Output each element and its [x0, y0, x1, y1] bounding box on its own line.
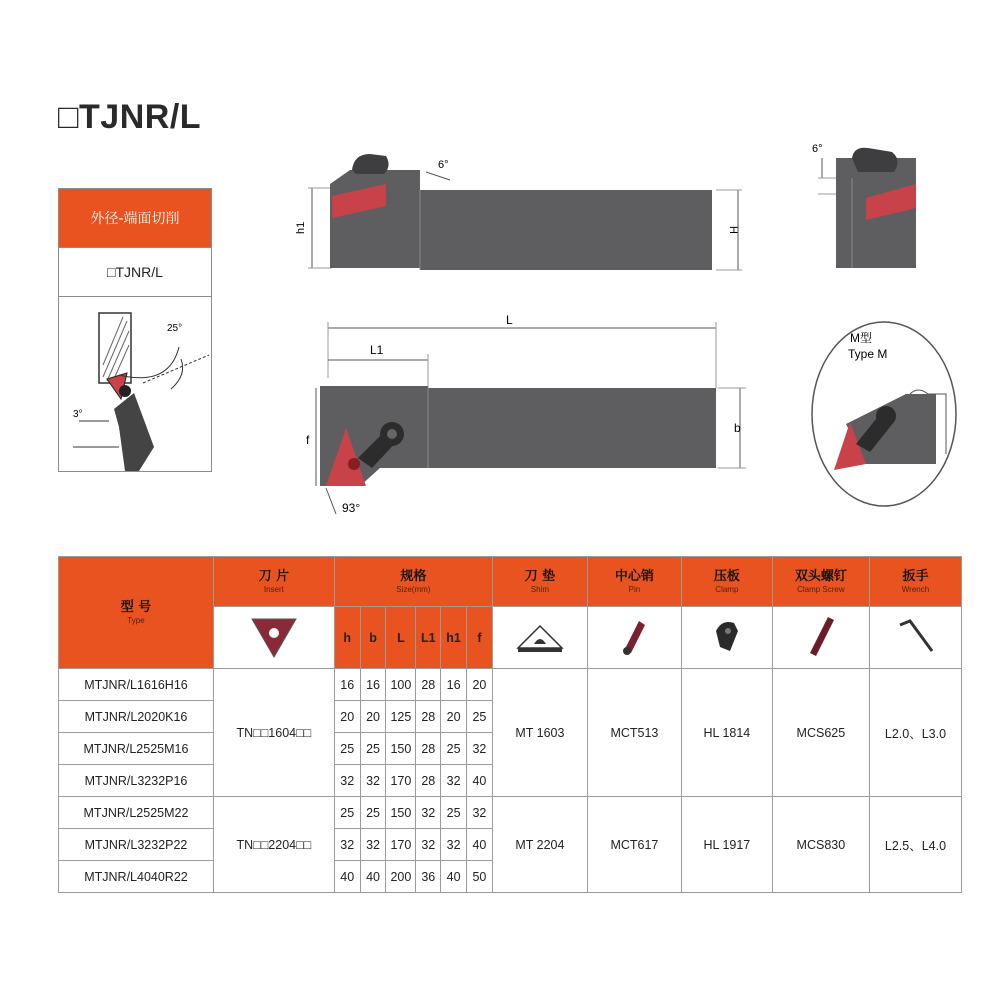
clamp-screw-image-cell: [772, 607, 869, 669]
rake-angle-label: 6°: [438, 159, 449, 171]
size-cell: 150: [386, 733, 416, 765]
size-cell: 28: [416, 733, 441, 765]
type-cell: MTJNR/L3232P22: [59, 829, 214, 861]
insert-icon: [244, 611, 304, 661]
size-cell: 25: [466, 701, 492, 733]
shim-cell: MT 1603: [492, 669, 587, 797]
size-cell: 40: [466, 765, 492, 797]
shim-cell: MT 2204: [492, 797, 587, 893]
wrench-cell: L2.5、L4.0: [869, 797, 961, 893]
clamp-cell: HL 1917: [681, 797, 772, 893]
clamp-screw-icon: [796, 611, 846, 661]
size-cell: 20: [360, 701, 386, 733]
size-cell: 16: [360, 669, 386, 701]
size-col-L: L: [386, 607, 416, 669]
header-pin-en: Pin: [628, 584, 641, 594]
size-cell: 150: [386, 797, 416, 829]
size-col-h1: h1: [441, 607, 467, 669]
size-cell: 40: [360, 861, 386, 893]
header-wrench: [869, 557, 961, 607]
header-clamp-screw-en: Clamp Screw: [797, 584, 845, 594]
header-pin: [587, 557, 681, 607]
size-col-f: f: [466, 607, 492, 669]
panel-code: □TJNR/L: [59, 247, 211, 297]
size-cell: 100: [386, 669, 416, 701]
size-cell: 25: [360, 733, 386, 765]
b-label: b: [734, 421, 741, 435]
panel-heading: 外径-端面切削: [59, 189, 211, 247]
operation-panel: [58, 188, 212, 472]
header-insert: [213, 557, 334, 607]
size-cell: 200: [386, 861, 416, 893]
size-cell: 20: [441, 701, 467, 733]
size-cell: 36: [416, 861, 441, 893]
h1-label: h1: [295, 221, 307, 234]
type-cell: MTJNR/L1616H16: [59, 669, 214, 701]
size-cell: 25: [334, 797, 360, 829]
clamp-icon: [702, 611, 752, 661]
wrench-cell: L2.0、L3.0: [869, 669, 961, 797]
header-pin-zh: 中心销: [614, 568, 654, 584]
insert-image-cell: [213, 607, 334, 669]
size-cell: 40: [466, 829, 492, 861]
header-size-zh: 规格: [400, 568, 427, 584]
header-clamp-screw-zh: 双头螺钉: [794, 568, 847, 584]
H-label: H: [727, 226, 739, 234]
size-cell: 28: [416, 701, 441, 733]
table-row: [59, 797, 962, 829]
size-cell: 125: [386, 701, 416, 733]
header-size: [334, 557, 492, 607]
size-cell: 25: [334, 733, 360, 765]
header-clamp-en: Clamp: [715, 584, 739, 594]
size-cell: 16: [334, 669, 360, 701]
size-cell: 40: [334, 861, 360, 893]
size-cell: 16: [441, 669, 467, 701]
shim-image-cell: [492, 607, 587, 669]
header-shim: [492, 557, 587, 607]
end-angle-label: 6°: [812, 143, 823, 155]
size-col-L1: L1: [416, 607, 441, 669]
size-cell: 40: [441, 861, 467, 893]
type-m-detail: [806, 314, 962, 514]
pin-cell: MCT617: [587, 797, 681, 893]
type-m-zh-label: M型: [850, 331, 872, 345]
size-cell: 32: [466, 733, 492, 765]
size-cell: 32: [360, 829, 386, 861]
wrench-image-cell: [869, 607, 961, 669]
header-type: [59, 557, 214, 669]
size-cell: 32: [441, 829, 467, 861]
size-cell: 170: [386, 765, 416, 797]
header-wrench-en: Wrench: [901, 584, 930, 594]
header-clamp-screw: [772, 557, 869, 607]
clamp-image-cell: [681, 607, 772, 669]
size-cell: 20: [334, 701, 360, 733]
table-row: [59, 669, 962, 701]
header-type-zh: 型 号: [120, 599, 152, 615]
insert-cell: TN□□2204□□: [213, 797, 334, 893]
f-label: f: [306, 433, 310, 447]
size-cell: 32: [334, 829, 360, 861]
size-cell: 32: [466, 797, 492, 829]
page-title: □TJNR/L: [58, 98, 202, 136]
header-shim-en: Shim: [530, 584, 549, 594]
size-cell: 28: [416, 765, 441, 797]
type-cell: MTJNR/L2525M22: [59, 797, 214, 829]
type-cell: MTJNR/L2020K16: [59, 701, 214, 733]
header-insert-zh: 刀 片: [258, 568, 290, 584]
insert-cell: TN□□1604□□: [213, 669, 334, 797]
size-cell: 20: [466, 669, 492, 701]
size-cell: 32: [441, 765, 467, 797]
entry-angle-label: 93°: [342, 501, 361, 515]
pin-icon: [609, 611, 659, 661]
size-col-b: b: [360, 607, 386, 669]
size-cell: 25: [441, 733, 467, 765]
header-wrench-zh: 扳手: [902, 568, 929, 584]
clamp-cell: HL 1814: [681, 669, 772, 797]
header-clamp-zh: 压板: [713, 568, 740, 584]
size-cell: 170: [386, 829, 416, 861]
side-view-drawing: [290, 140, 760, 280]
clamp-screw-cell: MCS830: [772, 797, 869, 893]
header-insert-en: Insert: [263, 584, 284, 594]
angle-3-label: 3°: [73, 409, 83, 420]
size-cell: 28: [416, 669, 441, 701]
shim-icon: [510, 616, 570, 656]
type-cell: MTJNR/L2525M16: [59, 733, 214, 765]
size-cell: 32: [416, 797, 441, 829]
size-cell: 25: [360, 797, 386, 829]
spec-table: [58, 556, 962, 893]
size-cell: 32: [334, 765, 360, 797]
size-cell: 32: [416, 829, 441, 861]
header-shim-zh: 刀 垫: [524, 568, 556, 584]
type-cell: MTJNR/L4040R22: [59, 861, 214, 893]
pin-cell: MCT513: [587, 669, 681, 797]
wrench-icon: [890, 611, 940, 661]
type-m-en-label: Type M: [848, 347, 888, 361]
angle-25-label: 25°: [167, 323, 183, 334]
pin-image-cell: [587, 607, 681, 669]
size-col-h: h: [334, 607, 360, 669]
header-type-en: Type: [127, 615, 145, 625]
size-cell: 50: [466, 861, 492, 893]
end-view-drawing: [808, 138, 928, 278]
size-cell: 32: [360, 765, 386, 797]
plan-view-drawing: [300, 308, 770, 520]
clamp-screw-cell: MCS625: [772, 669, 869, 797]
L1-label: L1: [370, 343, 384, 357]
type-cell: MTJNR/L3232P16: [59, 765, 214, 797]
cutting-diagram: [59, 297, 211, 471]
size-cell: 25: [441, 797, 467, 829]
L-label: L: [506, 313, 513, 327]
header-size-en: Size(mm): [396, 584, 431, 594]
header-clamp: [681, 557, 772, 607]
